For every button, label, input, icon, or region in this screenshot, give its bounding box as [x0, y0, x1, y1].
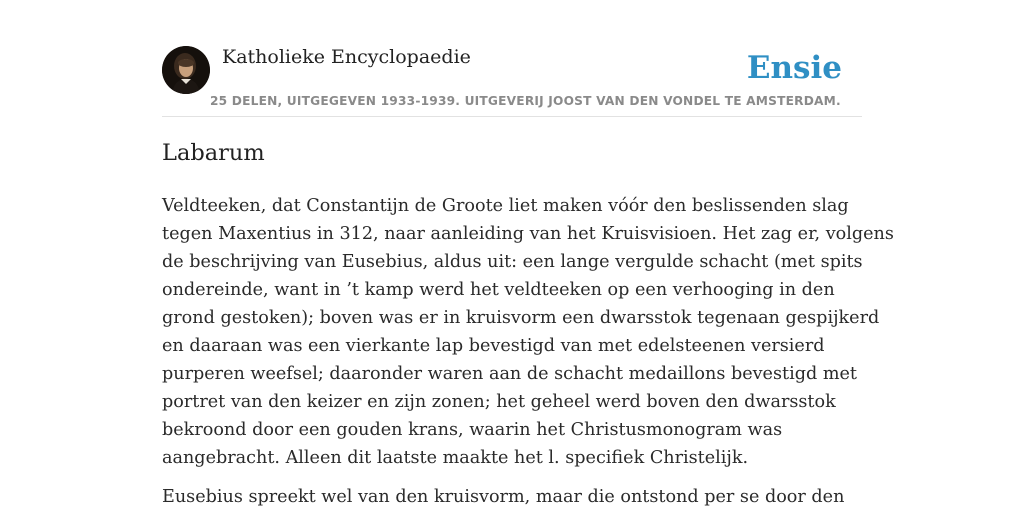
- text-line: en daaraan was een vierkante lap bevestigd van met edelsteenen versierd: [162, 336, 825, 356]
- ensie-logo[interactable]: Ensie: [746, 50, 842, 86]
- text-line: bekroond door een gouden krans, waarin het Christusmonogram was: [162, 420, 783, 440]
- text-line: tegen Maxentius in 312, naar aanleiding van het Kruisvisioen. Het zag er, volgens: [162, 224, 894, 244]
- portrait-icon: [162, 46, 210, 94]
- text-line: aangebracht. Alleen dit laatste maakte het l. specifiek Christelijk.: [162, 448, 749, 468]
- text-line: grond gestoken); boven was er in kruisvorm een dwarsstok tegenaan gespijkerd: [162, 308, 880, 328]
- source-header: [162, 46, 862, 117]
- text-line: purperen weefsel; daaronder waren aan de schacht medaillons bevestigd met: [162, 364, 857, 384]
- source-subtitle: 25 DELEN, UITGEGEVEN 1933-1939. UITGEVERIJ JOOST VAN DEN VONDEL TE AMSTERDAM.: [210, 94, 841, 108]
- text-line: Eusebius spreekt wel van den kruisvorm, maar die ontstond per se door den: [162, 487, 845, 507]
- article-title: Labarum: [162, 140, 265, 166]
- source-avatar[interactable]: [162, 46, 210, 94]
- paragraph: [162, 192, 894, 472]
- text-line: de beschrijving van Eusebius, aldus uit: een lange vergulde schacht (met spits: [162, 252, 863, 272]
- text-line: Veldteeken, dat Constantijn de Groote liet maken vóór den beslissenden slag: [162, 196, 849, 216]
- article-body: [162, 192, 894, 512]
- paragraph: [162, 483, 862, 511]
- source-title[interactable]: Katholieke Encyclopaedie: [222, 46, 471, 68]
- text-line: ondereinde, want in ’t kamp werd het veldteeken op een verhooging in den: [162, 280, 835, 300]
- text-line: portret van den keizer en zijn zonen; het geheel werd boven den dwarsstok: [162, 392, 836, 412]
